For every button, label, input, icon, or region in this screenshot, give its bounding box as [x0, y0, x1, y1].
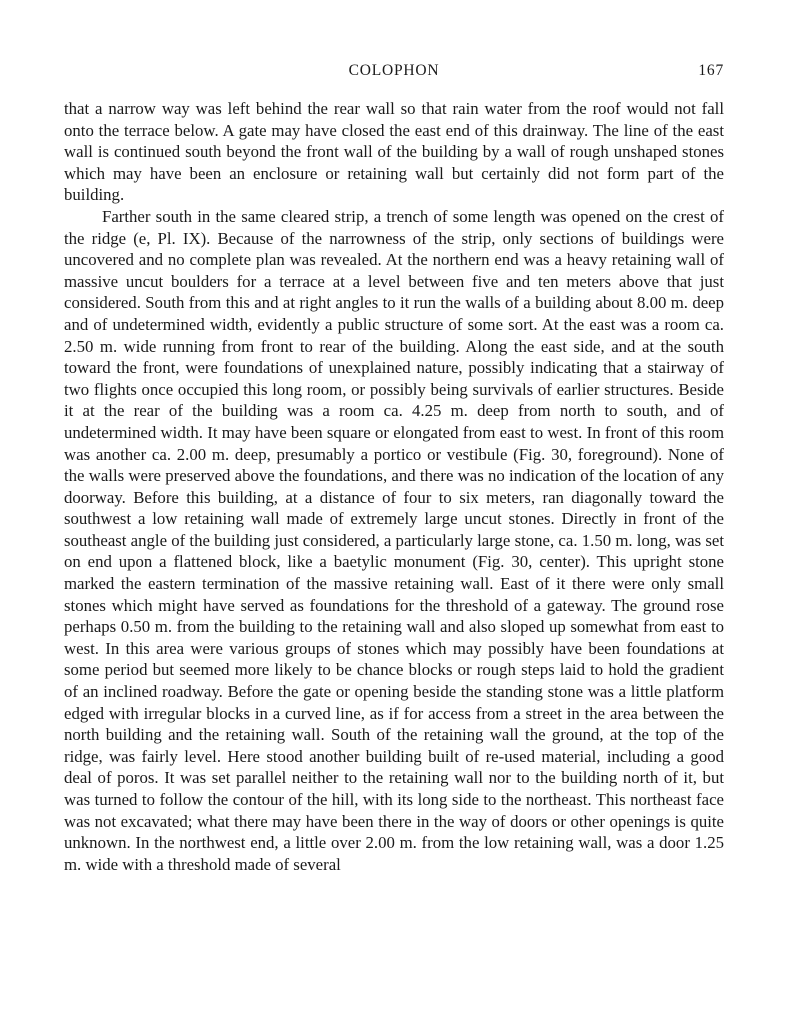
- body-text: [64, 98, 724, 875]
- paragraph: Farther south in the same cleared strip, a trench of some length was opened on the crest of the ridge (e, Pl. IX). Because of the narrowness of the strip, only sections of buildings were uncovered and no complete plan was revealed. At the northern end was a heavy retaining wall of massive uncut boulders for a terrace at a level between five and ten meters above that just considered. South from this and at right angles to it run the walls of a building about 8.00 m. deep and of undetermined width, evidently a public structure of some sort. At the east was a room ca. 2.50 m. wide running from front to rear of the building. Along the east side, and at the south toward the front, were foundations of unexplained nature, possibly indicating that a stairway of two flights once occupied this long room, or possibly being survivals of earlier structures. Beside it at the rear of the building was a room ca. 4.25 m. deep from north to south, and of undetermined width. It may have been square or elongated from east to west. In front of this room was another ca. 2.00 m. deep, presumably a portico or vestibule (Fig. 30, foreground). None of the walls were preserved above the foundations, and there was no indication of the location of any doorway. Before this building, at a distance of four to six meters, ran diagonally toward the southwest a low retaining wall made of extremely large uncut stones. Directly in front of the southeast angle of the building just considered, a particularly large stone, ca. 1.50 m. long, was set on end upon a flattened block, like a baetylic monument (Fig. 30, center). This upright stone marked the eastern termination of the massive retaining wall. East of it there were only small stones which might have served as foundations for the threshold of a gateway. The ground rose perhaps 0.50 m. from the building to the retaining wall and also sloped up somewhat from east to west. In this area were various groups of stones which may possibly have been foundations at some period but seemed more likely to be chance blocks or rough steps laid to hold the gradient of an inclined roadway. Before the gate or opening beside the standing stone was a little platform edged with irregular blocks in a curved line, as if for access from a street in the area between the north building and the retaining wall. South of the retaining wall the ground, at the top of the ridge, was fairly level. Here stood another building built of re-used material, including a good deal of poros. It was set parallel neither to the retaining wall nor to the building north of it, but was turned to follow the contour of the hill, with its long side to the northeast. This northeast face was not excavated; what there may have been there in the way of doors or other openings is quite unknown. In the northwest end, a little over 2.00 m. from the low retaining wall, was a door 1.25 m. wide with a threshold made of several: [64, 206, 724, 874]
- page-number: 167: [698, 62, 724, 79]
- book-page: [64, 62, 724, 875]
- chapter-title: COLOPHON: [348, 62, 440, 79]
- paragraph-continued: that a narrow way was left behind the rear wall so that rain water from the roof would not fall onto the terrace below. A gate may have closed the east end of this drainway. The line of the east wall is continued south beyond the front wall of the building by a wall of rough unshaped stones which may have been an enclosure or retaining wall but certainly did not form part of the building.: [64, 99, 724, 205]
- running-head: [64, 62, 724, 86]
